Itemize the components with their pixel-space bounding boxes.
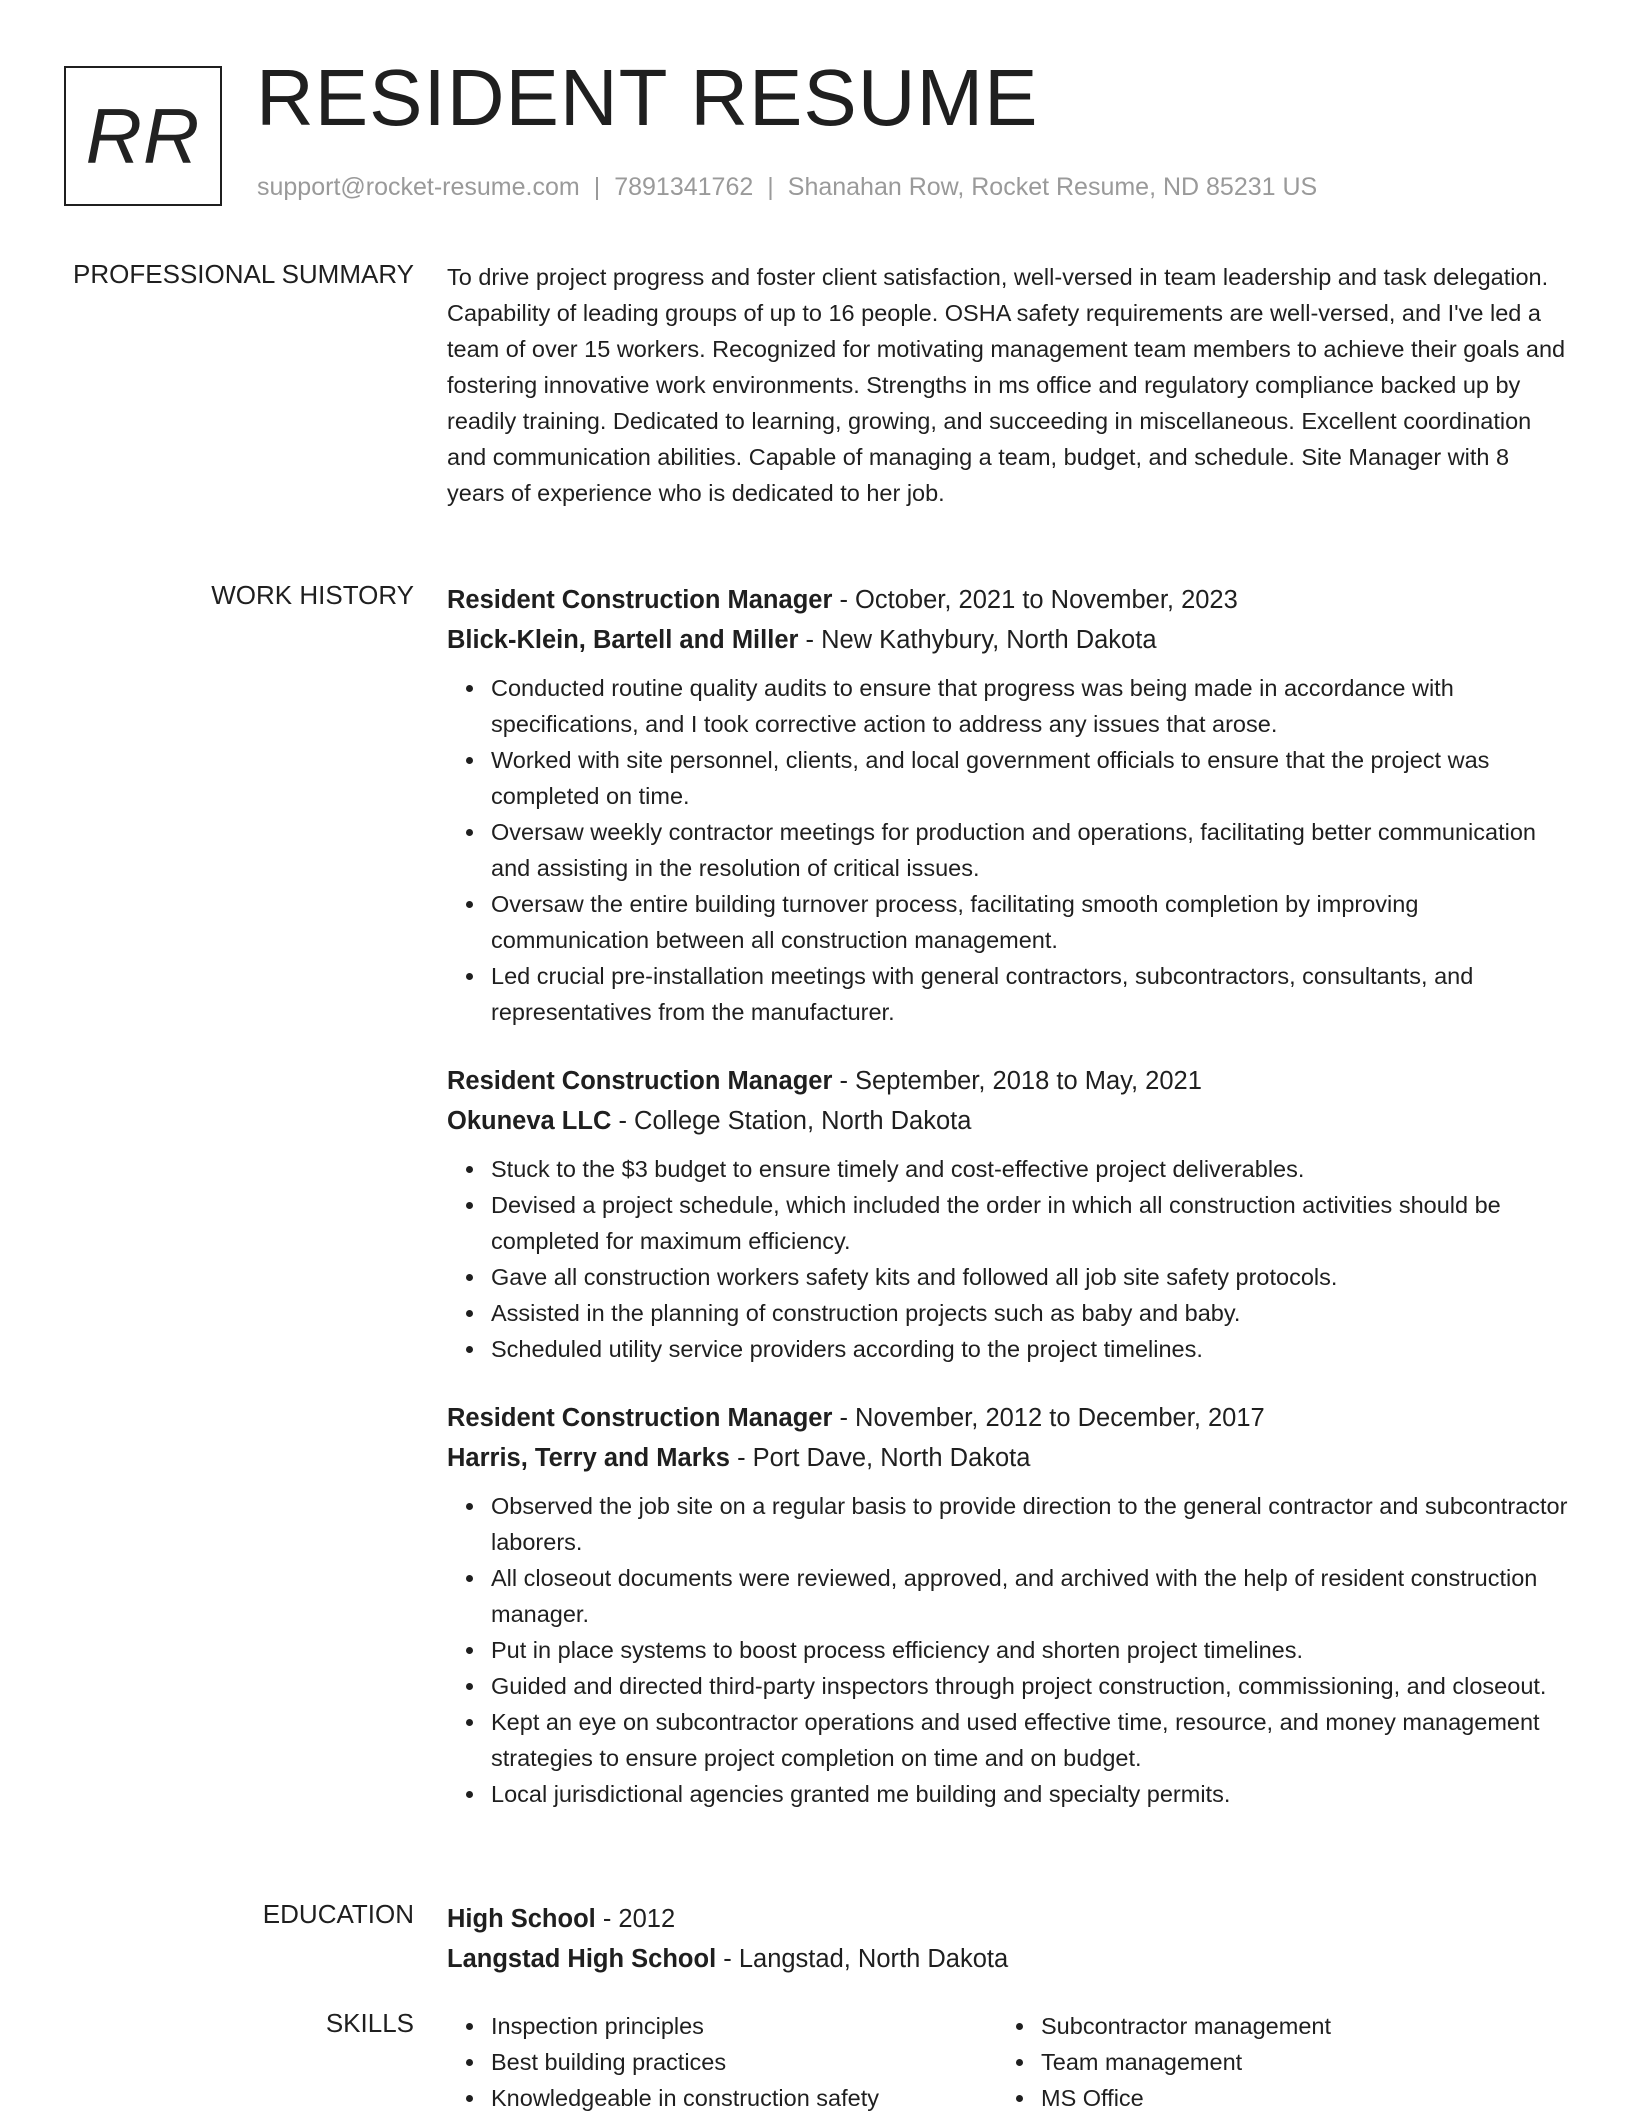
skills-column-left <box>447 2008 997 2116</box>
job-title: Resident Construction Manager <box>447 1404 833 1432</box>
summary-body <box>447 259 1569 511</box>
skills-list-left <box>447 2008 997 2116</box>
contact-separator: | <box>593 173 601 201</box>
skill-item: Inspection principles <box>491 2008 997 2044</box>
monogram-initials: RR <box>85 91 201 180</box>
skills-heading: SKILLS <box>325 2008 414 2038</box>
resume-name: RESIDENT RESUME <box>256 53 1039 142</box>
skill-item: Subcontractor management <box>1041 2008 1547 2044</box>
summary-heading: PROFESSIONAL SUMMARY <box>73 259 414 289</box>
job-entry <box>447 580 1569 1030</box>
contact-address: Shanahan Row, Rocket Resume, ND 85231 US <box>787 173 1318 201</box>
job-bullet: Led crucial pre-installation meetings with general contractors, subcontractors, consultants, and representatives from the manufacturer. <box>491 958 1569 1030</box>
summary-text: To drive project progress and foster client satisfaction, well-versed in team leadership and task delegation. Capability of leading groups of up to 16 people. OSHA safety requirements are well-versed, and I've led a team of over 15 workers. Recognized for motivating management team members to achieve their goals and fostering innovative work environments. Strengths in ms office and regulatory compliance backed up by readily training. Dedicated to learning, growing, and succeeding in miscellaneous. Excellent coordination and communication abilities. Capable of managing a team, budget, and schedule. Site Manager with 8 years of experience who is dedicated to her job. <box>447 264 1566 506</box>
job-location: - New Kathybury, North Dakota <box>798 626 1157 654</box>
job-bullets <box>447 670 1569 1030</box>
education-heading: EDUCATION <box>262 1899 414 1929</box>
job-title: Resident Construction Manager <box>447 1067 833 1095</box>
job-dates: - November, 2012 to December, 2017 <box>832 1404 1265 1432</box>
job-title: Resident Construction Manager <box>447 586 833 614</box>
education-school-line <box>447 1939 1569 1979</box>
job-bullet: Oversaw the entire building turnover process, facilitating smooth completion by improving communication between all construction management. <box>491 886 1569 958</box>
skills-columns <box>447 2008 1569 2116</box>
job-location: - Port Dave, North Dakota <box>730 1444 1031 1472</box>
job-dates: - October, 2021 to November, 2023 <box>832 586 1238 614</box>
contact-line <box>257 173 1317 202</box>
job-entry <box>447 1398 1569 1812</box>
job-bullet: Devised a project schedule, which included the order in which all construction activities should be completed for maximum efficiency. <box>491 1187 1569 1259</box>
work-history-body <box>447 580 1569 1812</box>
job-title-line <box>447 1061 1569 1101</box>
job-entry <box>447 1061 1569 1367</box>
skills-body <box>447 2008 1569 2116</box>
job-company: Harris, Terry and Marks <box>447 1444 730 1472</box>
job-company-line <box>447 1438 1569 1478</box>
job-bullet: Assisted in the planning of construction projects such as baby and baby. <box>491 1295 1569 1331</box>
skills-column-right <box>997 2008 1547 2116</box>
job-bullet: Scheduled utility service providers according to the project timelines. <box>491 1331 1569 1367</box>
skills-list-right <box>997 2008 1547 2116</box>
education-body <box>447 1899 1569 1979</box>
skill-item: Best building practices <box>491 2044 997 2080</box>
contact-email[interactable]: support@rocket-resume.com <box>257 173 580 201</box>
job-bullet: Stuck to the $3 budget to ensure timely and cost-effective project deliverables. <box>491 1151 1569 1187</box>
job-bullet: Kept an eye on subcontractor operations and used effective time, resource, and money management strategies to ensure project completion on time and on budget. <box>491 1704 1569 1776</box>
job-bullet: Put in place systems to boost process efficiency and shorten project timelines. <box>491 1632 1569 1668</box>
job-bullet: Oversaw weekly contractor meetings for production and operations, facilitating better communication and assisting in the resolution of critical issues. <box>491 814 1569 886</box>
job-location: - College Station, North Dakota <box>611 1107 972 1135</box>
job-bullet: Local jurisdictional agencies granted me building and specialty permits. <box>491 1776 1569 1812</box>
job-company: Okuneva LLC <box>447 1107 612 1135</box>
job-bullet: Observed the job site on a regular basis to provide direction to the general contractor and subcontractor laborers. <box>491 1488 1569 1560</box>
job-dates: - September, 2018 to May, 2021 <box>832 1067 1202 1095</box>
job-company-line <box>447 620 1569 660</box>
education-year: - 2012 <box>595 1905 676 1933</box>
job-bullet: Worked with site personnel, clients, and local government officials to ensure that the project was completed on time. <box>491 742 1569 814</box>
work-history-heading: WORK HISTORY <box>211 580 414 610</box>
job-bullet: Guided and directed third-party inspectors through project construction, commissioning, and closeout. <box>491 1668 1569 1704</box>
monogram-box <box>64 66 222 206</box>
contact-phone[interactable]: 7891341762 <box>614 173 754 201</box>
job-title-line <box>447 580 1569 620</box>
contact-separator: | <box>767 173 774 201</box>
job-bullet: Conducted routine quality audits to ensure that progress was being made in accordance with specifications, and I took corrective action to address any issues that arose. <box>491 670 1569 742</box>
education-school: Langstad High School <box>447 1945 717 1973</box>
job-company-line <box>447 1101 1569 1141</box>
skill-item: Team management <box>1041 2044 1547 2080</box>
job-title-line <box>447 1398 1569 1438</box>
job-bullets <box>447 1151 1569 1367</box>
job-company: Blick-Klein, Bartell and Miller <box>447 626 799 654</box>
skill-item: MS Office <box>1041 2080 1547 2116</box>
education-degree-line <box>447 1899 1569 1939</box>
job-bullet: Gave all construction workers safety kits and followed all job site safety protocols. <box>491 1259 1569 1295</box>
job-bullet: All closeout documents were reviewed, approved, and archived with the help of resident construction manager. <box>491 1560 1569 1632</box>
education-location: - Langstad, North Dakota <box>716 1945 1009 1973</box>
skill-item: Knowledgeable in construction safety <box>491 2080 997 2116</box>
job-bullets <box>447 1488 1569 1812</box>
education-degree: High School <box>447 1905 596 1933</box>
